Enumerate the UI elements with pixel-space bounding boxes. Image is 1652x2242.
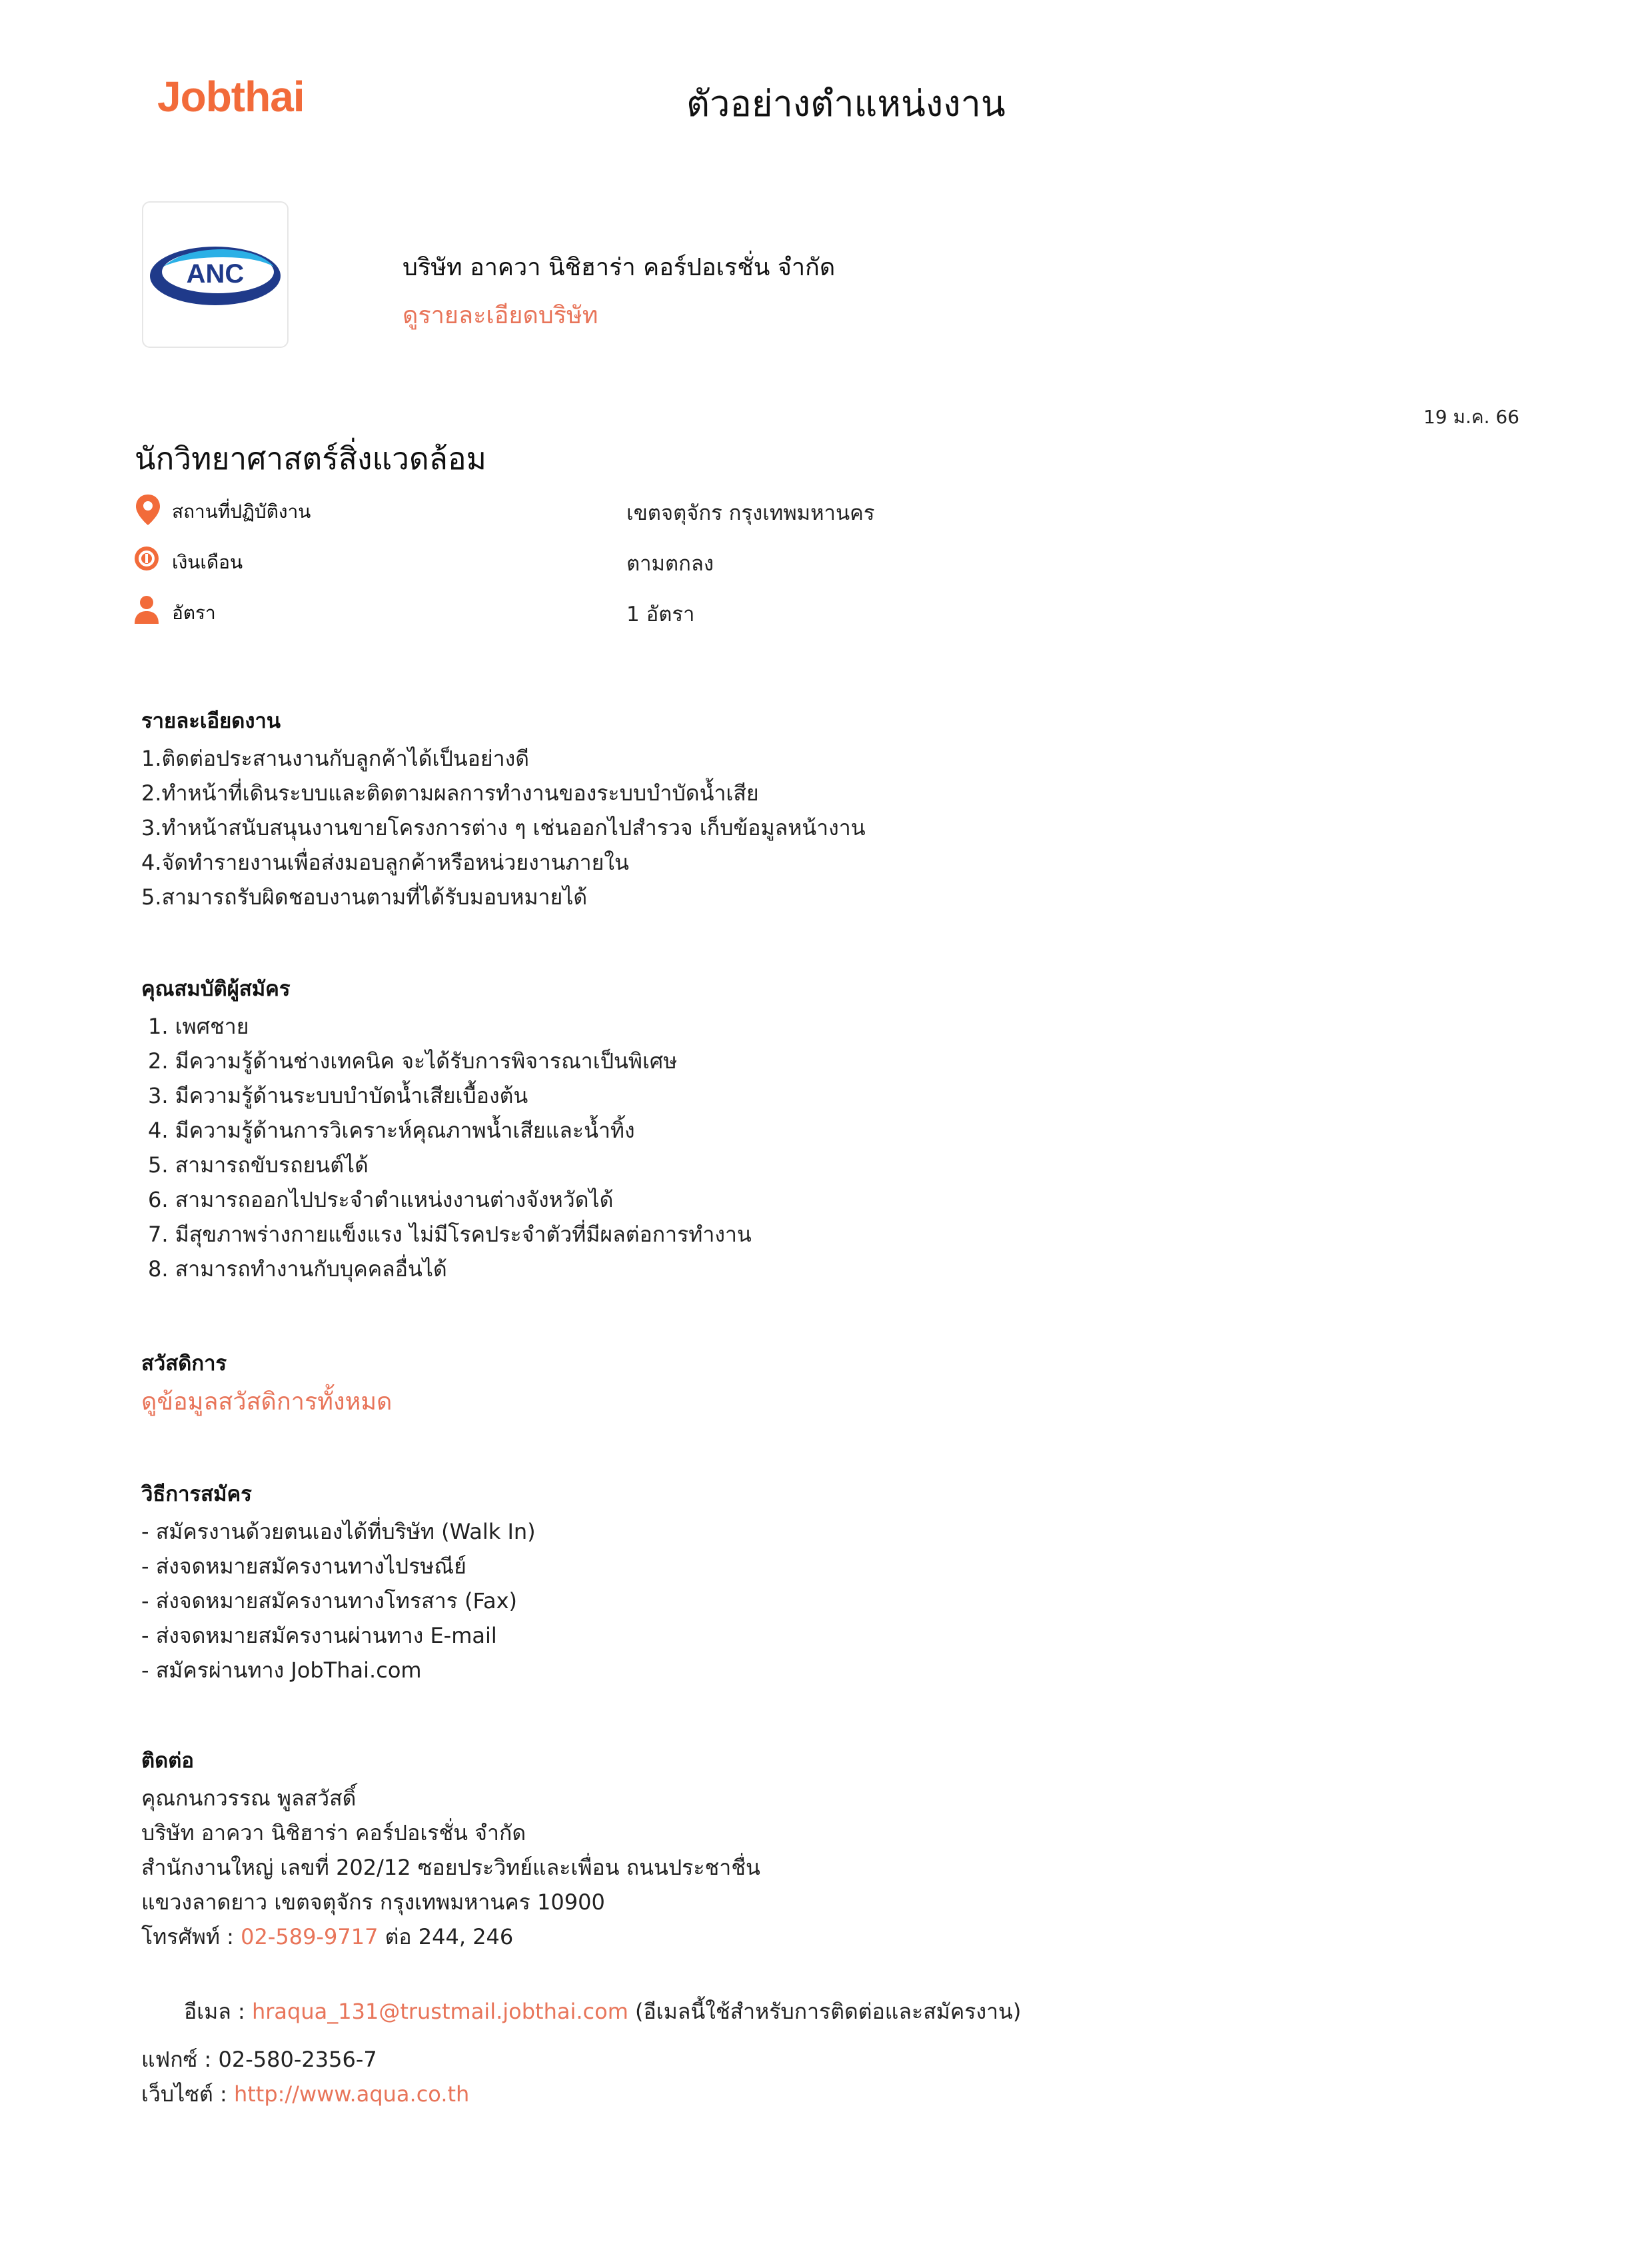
description-line: 2.ทำหน้าที่เดินระบบและติดตามผลการทำงานของระบบบำบัดน้ำเสีย [141, 780, 759, 806]
email-note: (อีเมลนี้ใช้สำหรับการติดต่อและสมัครงาน) [628, 1999, 1022, 2024]
info-value-positions: 1 อัตรา [626, 602, 695, 626]
website-link[interactable]: http://www.aqua.co.th [233, 2081, 470, 2107]
section-title-welfare: สวัสดิการ [141, 1352, 227, 1376]
contact-address-line1: สำนักงานใหญ่ เลขที่ 202/12 ซอยประวิทย์และเพื่อน ถนนประชาชื่น [141, 1855, 760, 1880]
contact-address-line2: แขวงลาดยาว เขตจตุจักร กรุงเทพมหานคร 10900 [141, 1889, 605, 1915]
qualification-line: 3. มีความรู้ด้านระบบบำบัดน้ำเสียเบื้องต้น [148, 1083, 528, 1108]
info-row-salary [133, 544, 933, 584]
fax-label: แฟกซ์ : [141, 2047, 219, 2072]
contact-company: บริษัท อาควา นิชิฮาร่า คอร์ปอเรชั่น จำกัด [141, 1820, 526, 1845]
contact-phone-row [141, 1919, 1407, 1954]
company-logo[interactable] [142, 201, 289, 348]
section-title-qualifications: คุณสมบัติผู้สมัคร [141, 977, 291, 1001]
qualification-line: 5. สามารถขับรถยนต์ได้ [148, 1152, 369, 1178]
qualification-line: 2. มีความรู้ด้านช่างเทคนิค จะได้รับการพิจารณาเป็นพิเศษ [148, 1048, 678, 1074]
qualification-line: 7. มีสุขภาพร่างกายแข็งแรง ไม่มีโรคประจำตัวที่มีผลต่อการทำงาน [148, 1222, 752, 1247]
apply-line: - ส่งจดหมายสมัครงานผ่านทาง E-mail [141, 1623, 497, 1648]
post-date: 19 ม.ค. 66 [1423, 406, 1519, 428]
website-label: เว็บไซต์ : [141, 2081, 234, 2107]
salary-coin-icon [133, 544, 163, 577]
qualification-line: 4. มีความรู้ด้านการวิเคราะห์คุณภาพน้ำเสียและน้ำทิ้ง [148, 1118, 635, 1143]
welfare-link[interactable]: ดูข้อมูลสวัสดิการทั้งหมด [141, 1388, 393, 1416]
company-name: บริษัท อาควา นิชิฮาร่า คอร์ปอเรชั่น จำกัด [403, 254, 836, 281]
info-label-salary: เงินเดือน [172, 551, 243, 573]
contact-person: คุณกนกวรรณ พูลสวัสดิ์ [141, 1785, 357, 1811]
apply-section [141, 1481, 1407, 1687]
qualification-line: 8. สามารถทำงานกับบุคคลอื่นได้ [148, 1256, 447, 1282]
description-line: 1.ติดต่อประสานงานกับลูกค้าได้เป็นอย่างดี [141, 746, 530, 771]
job-description-section [141, 708, 1407, 914]
email-label: อีเมล : [184, 1999, 252, 2024]
phone-label: โทรศัพท์ : [141, 1924, 241, 1949]
qualification-line: 1. เพศชาย [148, 1014, 249, 1039]
info-row-location [133, 493, 933, 533]
info-value-salary: ตามตกลง [626, 552, 714, 576]
info-row-positions [133, 594, 933, 634]
info-label-positions: อัตรา [172, 602, 216, 624]
description-line: 4.จัดทำรายงานเพื่อส่งมอบลูกค้าหรือหน่วยงานภายใน [141, 850, 629, 875]
contact-section [141, 1747, 1407, 1954]
contact-email-row [184, 1994, 1021, 2029]
contact-website-row [141, 2077, 1407, 2111]
person-icon [133, 594, 163, 628]
apply-line: - สมัครงานด้วยตนเองได้ที่บริษัท (Walk In) [141, 1519, 536, 1544]
info-label-location: สถานที่ปฏิบัติงาน [172, 501, 311, 523]
qualifications-section [141, 976, 1407, 1286]
contact-extra [141, 2042, 1407, 2111]
contact-fax-row [141, 2042, 1407, 2077]
page-title: ตัวอย่างตำแหน่งงาน [686, 83, 1006, 125]
description-line: 5.สามารถรับผิดชอบงานตามที่ได้รับมอบหมายได้ [141, 884, 588, 910]
job-title: นักวิทยาศาสตร์สิ่งแวดล้อม [135, 441, 486, 477]
company-detail-link[interactable]: ดูรายละเอียดบริษัท [403, 302, 598, 329]
email-link[interactable]: hraqua_131@trustmail.jobthai.com [251, 1999, 628, 2024]
location-pin-icon [133, 493, 163, 527]
welfare-section [141, 1350, 1407, 1421]
apply-line: - ส่งจดหมายสมัครงานทางไปรษณีย์ [141, 1554, 466, 1579]
apply-line: - สมัครผ่านทาง JobThai.com [141, 1658, 422, 1683]
apply-line: - ส่งจดหมายสมัครงานทางโทรสาร (Fax) [141, 1588, 517, 1614]
anc-logo-icon [143, 203, 287, 347]
fax-value: 02-580-2356-7 [218, 2047, 377, 2072]
section-title-description: รายละเอียดงาน [141, 709, 281, 733]
description-line: 3.ทำหน้าสนับสนุนงานขายโครงการต่าง ๆ เช่นออกไปสำรวจ เก็บข้อมูลหน้างาน [141, 815, 866, 840]
qualification-line: 6. สามารถออกไปประจำตำแหน่งงานต่างจังหวัดได้ [148, 1187, 614, 1212]
company-logo-text: ANC [186, 259, 245, 289]
jobthai-logo[interactable]: Jobthai [157, 73, 305, 121]
section-title-contact: ติดต่อ [141, 1749, 195, 1773]
info-value-location: เขตจตุจักร กรุงเทพมหานคร [626, 501, 875, 525]
phone-link[interactable]: 02-589-9717 [241, 1924, 379, 1949]
phone-ext: ต่อ 244, 246 [378, 1924, 514, 1949]
section-title-apply: วิธีการสมัคร [141, 1482, 252, 1506]
